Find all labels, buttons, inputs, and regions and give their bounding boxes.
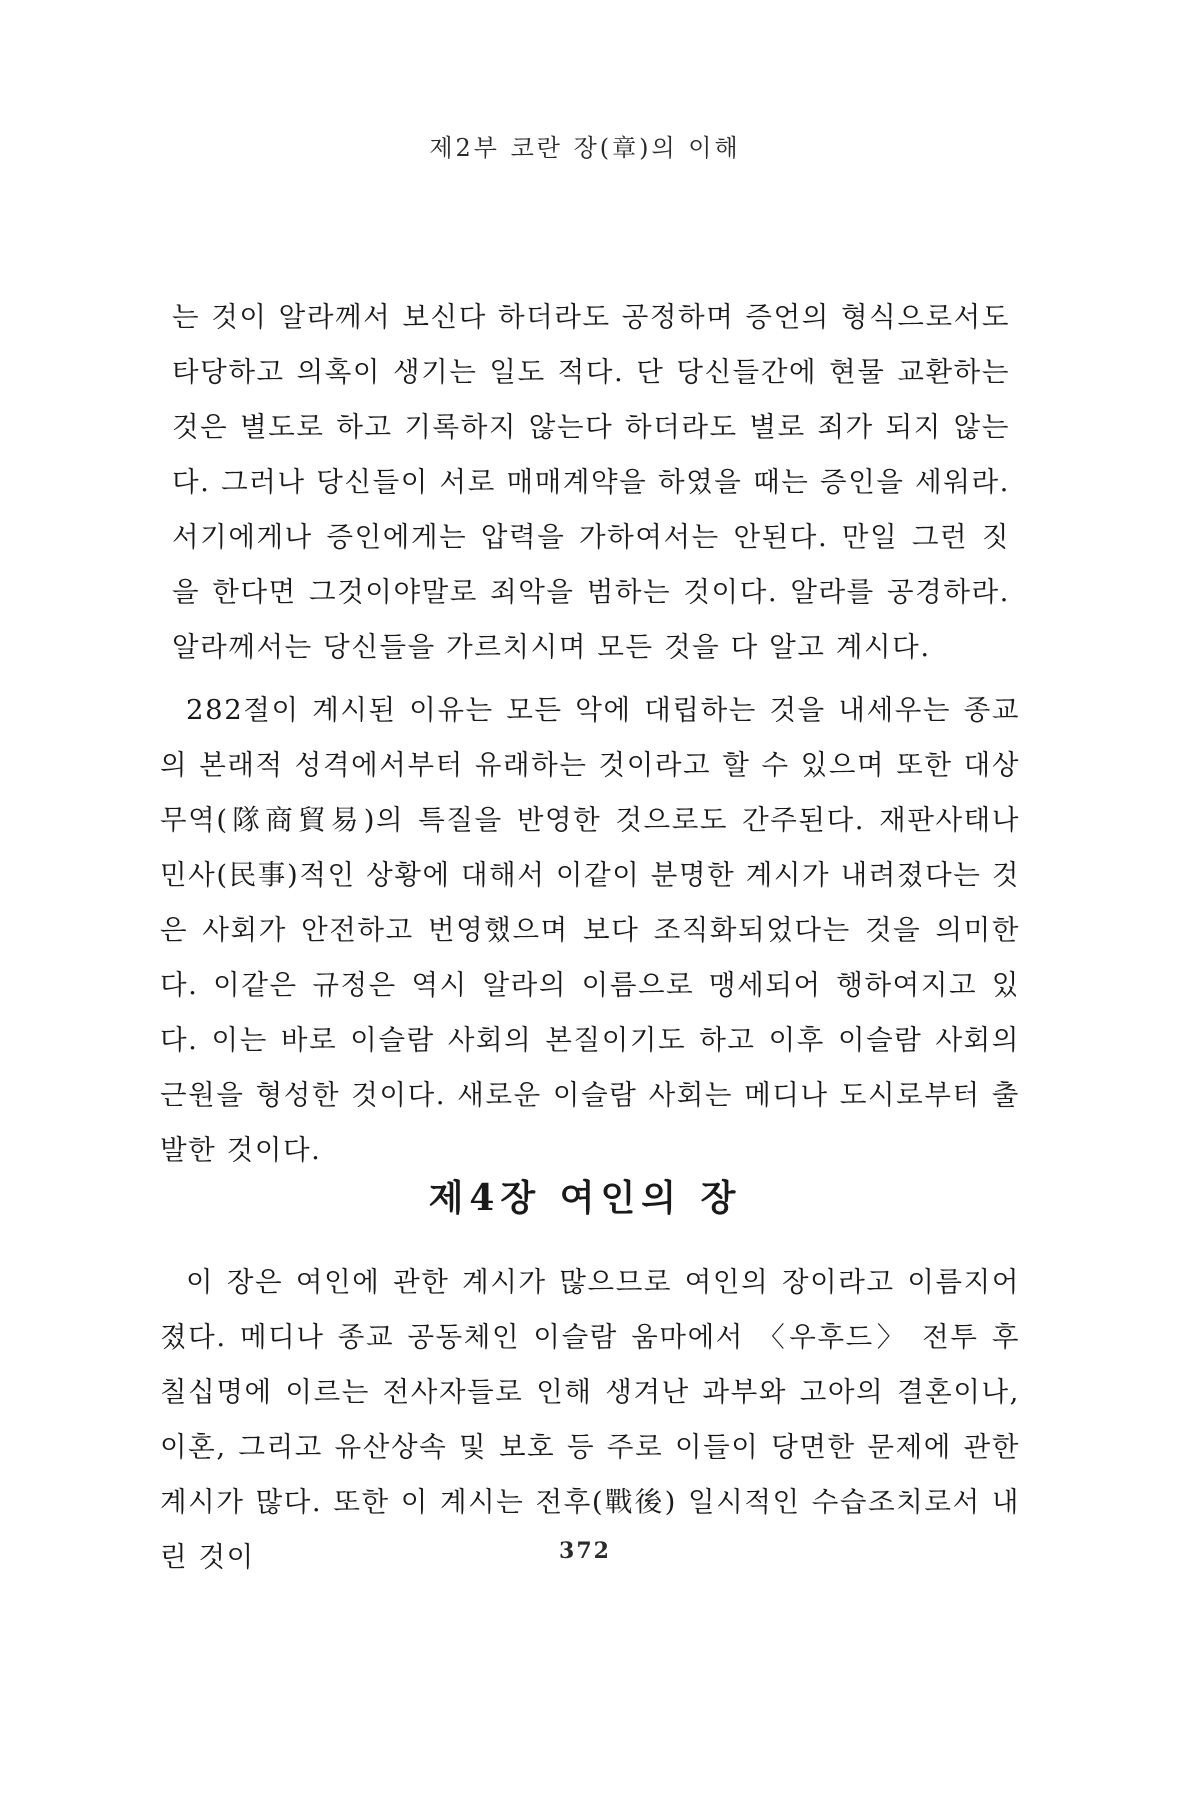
paragraph-text: 는 것이 알라께서 보신다 하더라도 공정하며 증언의 형식으로서도 타당하고 의혹이 생기는 일도 적다. 단 당신들간에 현물 교환하는 것은 별도로 하고 기록하지 않는다 하더라도 별로 죄가 되지 않는다. 그러나 당신들이 서로 매매계약을 하였을 때는 증인을 세워라. 서기에게나 증인에게는 압력을 가하여서는 안된다. 만일 그런 짓을 한다면 그것이야말로 죄악을 범하는 것이다. 알라를 공경하라. 알라께서는 당신들을 가르치시며 모든 것을 다 알고 계시다. — [172, 301, 1010, 663]
chapter-heading: 제4장 여인의 장 — [428, 1177, 742, 1219]
paragraph-text: 이 장은 여인에 관한 계시가 많으므로 여인의 장이라고 이름지어졌다. 메디나 종교 공동체인 이슬람 움마에서 〈우후드〉 전투 후 칠십명에 이르는 전사자들로 인해 생겨난 과부와 고아의 결혼이나, 이혼, 그리고 유산상속 및 보호 등 주로 이들이 당면한 문제에 관한 계시가 많다. 또한 이 계시는 전후(戰後) 일시적인 수습조치로서 내린 것이 — [160, 1266, 1020, 1573]
book-page — [120, 0, 1050, 1800]
running-header: 제2부 코란 장(章)의 이해 — [429, 134, 741, 162]
paragraph-continuation — [172, 290, 1010, 675]
paragraph-verse-282 — [160, 683, 1020, 1178]
paragraph-text: 282절이 계시된 이유는 모든 악에 대립하는 것을 내세우는 종교의 본래적 성격에서부터 유래하는 것이라고 할 수 있으며 또한 대상무역(隊商貿易)의 특질을 반영한 것으로도 간주된다. 재판사태나 민사(民事)적인 상황에 대해서 이같이 분명한 계시가 내려졌다는 것은 사회가 안전하고 번영했으며 보다 조직화되었다는 것을 의미한다. 이같은 규정은 역시 알라의 이름으로 맹세되어 행하여지고 있다. 이는 바로 이슬람 사회의 본질이기도 하고 이후 이슬람 사회의 근원을 형성한 것이다. 새로운 이슬람 사회는 메디나 도시로부터 출발한 것이다. — [160, 694, 1020, 1166]
paragraph-chapter4-intro — [160, 1255, 1020, 1585]
page-number: 372 — [559, 1538, 611, 1564]
